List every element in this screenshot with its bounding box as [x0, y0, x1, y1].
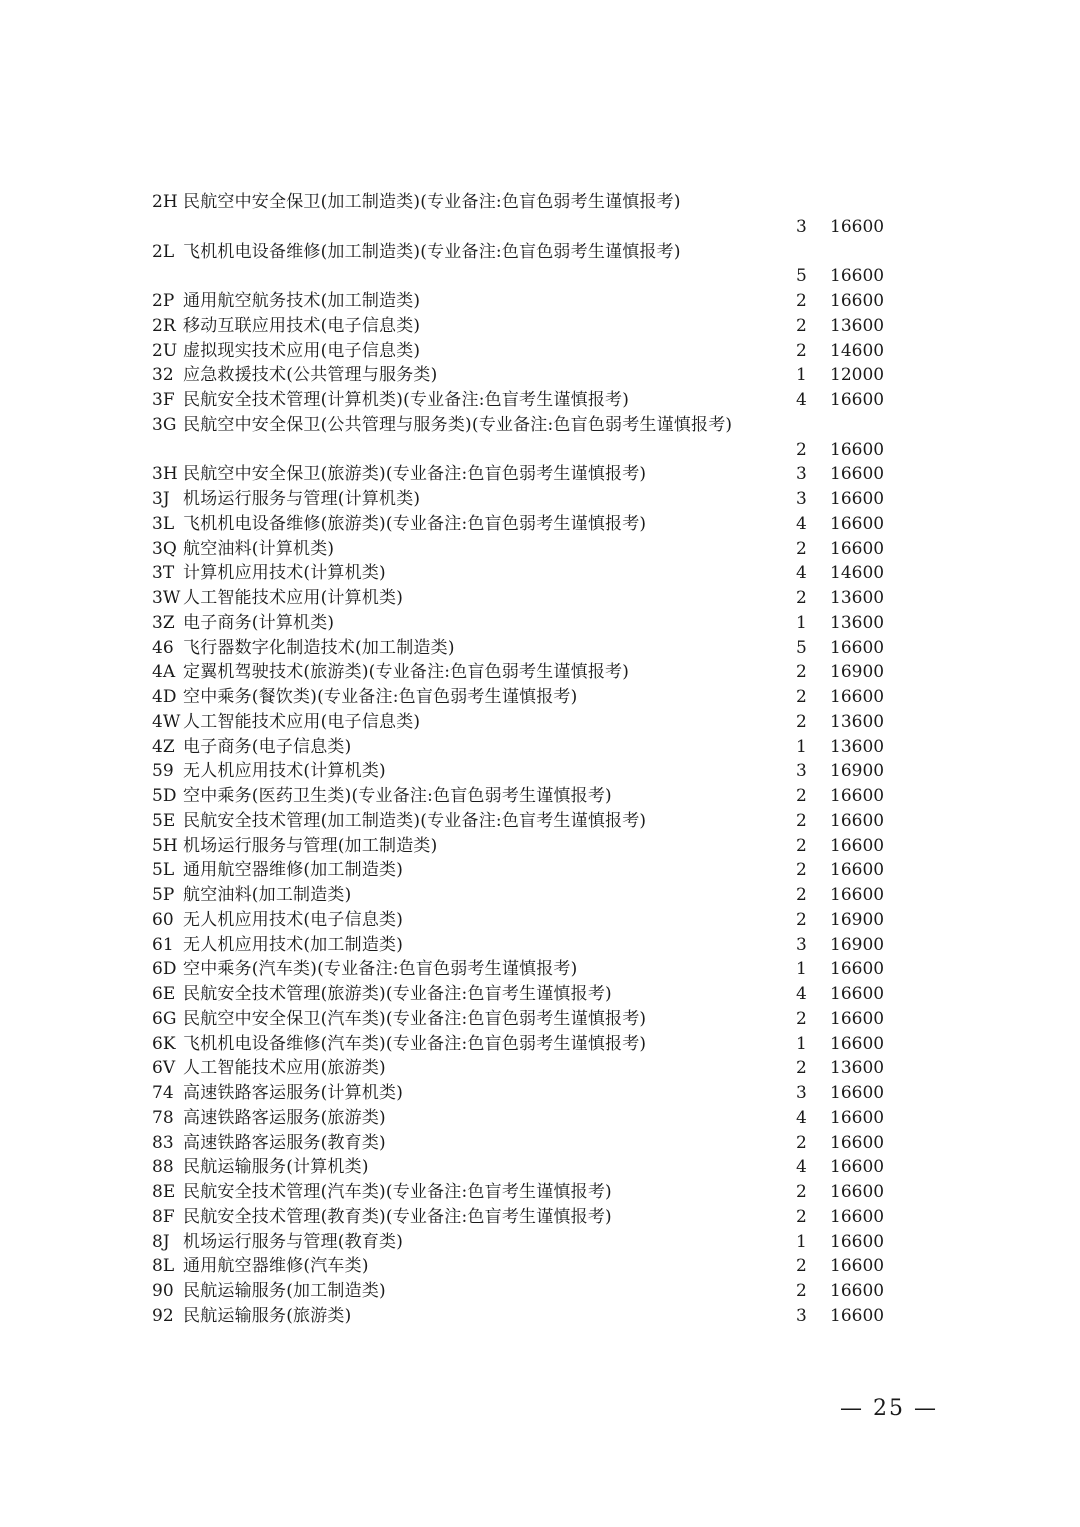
table-row [0, 1081, 1080, 1106]
major-name: 人工智能技术应用(计算机类) [183, 588, 404, 608]
table-row [0, 1056, 1080, 1081]
plan-count: 4 [796, 513, 807, 534]
plan-count: 2 [796, 439, 807, 460]
plan-count: 5 [796, 637, 807, 658]
table-row [0, 611, 1080, 636]
plan-count: 2 [796, 538, 807, 559]
table-row [0, 1304, 1080, 1329]
table-row [0, 809, 1080, 834]
tuition-fee: 16600 [830, 1107, 885, 1128]
major-code: 5H [152, 835, 178, 856]
major-code: 59 [152, 761, 174, 782]
tuition-fee: 13600 [830, 612, 885, 633]
table-row [0, 487, 1080, 512]
major-name: 无人机应用技术(计算机类) [183, 761, 386, 782]
plan-count: 2 [796, 786, 807, 806]
major-name: 通用航空器维修(加工制造类) [183, 860, 404, 881]
major-code: 74 [152, 1083, 174, 1103]
table-row [0, 883, 1080, 908]
plan-count: 3 [796, 1083, 807, 1103]
major-name: 机场运行服务与管理(计算机类) [183, 489, 421, 509]
table-row [0, 537, 1080, 562]
major-name: 飞机机电设备维修(旅游类)(专业备注:色盲色弱考生谨慎报考) [183, 513, 647, 534]
tuition-fee: 16600 [830, 1157, 885, 1178]
table-row [0, 784, 1080, 809]
plan-count: 2 [796, 835, 807, 856]
table-row [0, 240, 1080, 290]
major-code: 3H [152, 464, 178, 485]
major-code: 6D [152, 959, 177, 980]
major-code: 3Q [152, 538, 177, 559]
tuition-fee: 16900 [830, 934, 885, 955]
major-code: 3J [152, 489, 170, 509]
plan-count: 2 [796, 711, 807, 732]
page-number: — 25 — [840, 1396, 938, 1421]
table-row [0, 1180, 1080, 1205]
major-code: 6E [152, 984, 176, 1004]
plan-count: 3 [796, 464, 807, 485]
major-code: 2H [152, 192, 178, 212]
major-name: 民航安全技术管理(旅游类)(专业备注:色盲考生谨慎报考) [183, 984, 612, 1004]
plan-count: 5 [796, 266, 807, 287]
tuition-fee: 16900 [830, 909, 885, 930]
tuition-fee: 16900 [830, 662, 885, 683]
plan-count: 2 [796, 1008, 807, 1029]
table-row [0, 1032, 1080, 1057]
plan-count: 2 [796, 588, 807, 608]
major-name: 高速铁路客运服务(计算机类) [183, 1083, 404, 1103]
plan-count: 3 [796, 1305, 807, 1326]
tuition-fee: 13600 [830, 711, 885, 732]
major-code: 78 [152, 1107, 174, 1128]
plan-count: 1 [796, 365, 807, 386]
major-code: 8F [152, 1206, 175, 1227]
plan-count: 2 [796, 662, 807, 683]
table-row [0, 759, 1080, 784]
tuition-fee: 16600 [830, 1083, 885, 1103]
table-row [0, 339, 1080, 364]
major-code: 3L [152, 513, 175, 534]
tuition-fee: 16900 [830, 761, 885, 782]
tuition-fee: 16600 [830, 266, 885, 287]
tuition-fee: 14600 [830, 340, 885, 361]
tuition-fee: 16600 [830, 390, 885, 410]
tuition-fee: 16600 [830, 1256, 885, 1277]
major-code: 2P [152, 291, 175, 311]
major-name: 民航空中安全保卫(汽车类)(专业备注:色盲色弱考生谨慎报考) [183, 1008, 647, 1029]
major-name: 民航空中安全保卫(旅游类)(专业备注:色盲色弱考生谨慎报考) [183, 464, 647, 485]
table-row [0, 1131, 1080, 1156]
plan-count: 3 [796, 216, 807, 237]
tuition-fee: 16600 [830, 984, 885, 1004]
tuition-fee: 16600 [830, 687, 885, 707]
plan-count: 1 [796, 959, 807, 980]
plan-count: 2 [796, 909, 807, 930]
major-code: 3Z [152, 612, 175, 633]
major-name: 计算机应用技术(计算机类) [183, 563, 386, 584]
tuition-fee: 13600 [830, 588, 885, 608]
plan-count: 4 [796, 390, 807, 410]
tuition-fee: 16600 [830, 835, 885, 856]
plan-count: 2 [796, 1281, 807, 1301]
tuition-fee: 16600 [830, 291, 885, 311]
major-code: 3T [152, 563, 175, 584]
tuition-fee: 16600 [830, 959, 885, 980]
tuition-fee: 16600 [830, 1231, 885, 1252]
table-row [0, 685, 1080, 710]
table-row [0, 710, 1080, 735]
tuition-fee: 16600 [830, 860, 885, 881]
plan-count: 4 [796, 563, 807, 584]
plan-count: 2 [796, 1256, 807, 1277]
plan-count: 2 [796, 1058, 807, 1079]
tuition-fee: 16600 [830, 489, 885, 509]
major-name: 民航空中安全保卫(加工制造类)(专业备注:色盲色弱考生谨慎报考) [183, 192, 681, 212]
tuition-fee: 16600 [830, 439, 885, 460]
plan-count: 1 [796, 1231, 807, 1252]
table-row [0, 933, 1080, 958]
tuition-fee: 12000 [830, 365, 885, 386]
major-name: 机场运行服务与管理(加工制造类) [183, 835, 438, 856]
plan-count: 1 [796, 1033, 807, 1054]
major-name: 电子商务(电子信息类) [183, 736, 352, 757]
major-code: 3F [152, 390, 175, 410]
major-code: 46 [152, 637, 174, 658]
major-code: 4D [152, 687, 177, 707]
major-code: 8E [152, 1182, 176, 1202]
major-name: 高速铁路客运服务(教育类) [183, 1132, 386, 1153]
major-name: 高速铁路客运服务(旅游类) [183, 1107, 386, 1128]
table-row [0, 1279, 1080, 1304]
major-code: 6K [152, 1033, 176, 1054]
plan-count: 1 [796, 612, 807, 633]
major-code: 60 [152, 909, 174, 930]
plan-count: 4 [796, 1107, 807, 1128]
plan-count: 2 [796, 1132, 807, 1153]
major-name: 民航运输服务(加工制造类) [183, 1281, 386, 1301]
plan-count: 2 [796, 1206, 807, 1227]
major-name: 飞机机电设备维修(汽车类)(专业备注:色盲色弱考生谨慎报考) [183, 1033, 647, 1054]
major-code: 2L [152, 241, 175, 262]
tuition-fee: 16600 [830, 1182, 885, 1202]
tuition-fee: 16600 [830, 538, 885, 559]
major-name: 移动互联应用技术(电子信息类) [183, 315, 421, 336]
table-row [0, 1155, 1080, 1180]
major-name: 人工智能技术应用(旅游类) [183, 1058, 386, 1079]
major-code: 5P [152, 885, 175, 905]
major-name: 民航空中安全保卫(公共管理与服务类)(专业备注:色盲色弱考生谨慎报考) [183, 414, 733, 435]
table-row [0, 190, 1080, 240]
major-name: 虚拟现实技术应用(电子信息类) [183, 340, 421, 361]
plan-count: 2 [796, 885, 807, 905]
major-name: 民航安全技术管理(加工制造类)(专业备注:色盲考生谨慎报考) [183, 810, 647, 831]
tuition-fee: 16600 [830, 1008, 885, 1029]
major-code: 6V [152, 1058, 176, 1079]
tuition-fee: 16600 [830, 1281, 885, 1301]
major-code: 61 [152, 934, 174, 955]
table-row [0, 908, 1080, 933]
table-row [0, 1230, 1080, 1255]
plan-count: 2 [796, 1182, 807, 1202]
major-code: 88 [152, 1157, 174, 1178]
major-code: 5L [152, 860, 175, 881]
major-code: 5D [152, 786, 177, 806]
tuition-fee: 16600 [830, 637, 885, 658]
table-row [0, 858, 1080, 883]
tuition-fee: 16600 [830, 1206, 885, 1227]
plan-count: 4 [796, 984, 807, 1004]
tuition-fee: 13600 [830, 736, 885, 757]
tuition-fee: 16600 [830, 513, 885, 534]
table-row [0, 561, 1080, 586]
plan-count: 4 [796, 1157, 807, 1178]
plan-count: 2 [796, 687, 807, 707]
table-row [0, 1254, 1080, 1279]
table-row [0, 388, 1080, 413]
tuition-fee: 16600 [830, 810, 885, 831]
major-code: 92 [152, 1305, 174, 1326]
tuition-fee: 14600 [830, 563, 885, 584]
major-name: 航空油料(计算机类) [183, 538, 335, 559]
table-row [0, 660, 1080, 685]
major-name: 无人机应用技术(电子信息类) [183, 909, 404, 930]
plan-count: 2 [796, 810, 807, 831]
major-name: 航空油料(加工制造类) [183, 885, 352, 905]
table-row [0, 462, 1080, 487]
table-row [0, 982, 1080, 1007]
plan-count: 3 [796, 761, 807, 782]
plan-count: 2 [796, 315, 807, 336]
major-name: 电子商务(计算机类) [183, 612, 335, 633]
table-row [0, 834, 1080, 859]
table-row [0, 512, 1080, 537]
major-name: 民航安全技术管理(教育类)(专业备注:色盲考生谨慎报考) [183, 1206, 612, 1227]
major-name: 民航安全技术管理(计算机类)(专业备注:色盲考生谨慎报考) [183, 390, 630, 410]
major-code: 8J [152, 1231, 170, 1252]
table-row [0, 413, 1080, 463]
major-name: 应急救援技术(公共管理与服务类) [183, 365, 438, 386]
major-code: 32 [152, 365, 174, 386]
table-row [0, 1007, 1080, 1032]
plan-count: 2 [796, 291, 807, 311]
table-row [0, 363, 1080, 388]
major-name: 民航运输服务(旅游类) [183, 1305, 352, 1326]
tuition-fee: 16600 [830, 1132, 885, 1153]
major-code: 5E [152, 810, 176, 831]
tuition-fee: 16600 [830, 786, 885, 806]
major-name: 无人机应用技术(加工制造类) [183, 934, 404, 955]
plan-count: 3 [796, 489, 807, 509]
major-name: 民航安全技术管理(汽车类)(专业备注:色盲考生谨慎报考) [183, 1182, 612, 1202]
tuition-fee: 16600 [830, 1033, 885, 1054]
table-row [0, 1106, 1080, 1131]
tuition-fee: 13600 [830, 315, 885, 336]
major-name: 定翼机驾驶技术(旅游类)(专业备注:色盲色弱考生谨慎报考) [183, 662, 630, 683]
major-name: 机场运行服务与管理(教育类) [183, 1231, 404, 1252]
plan-count: 3 [796, 934, 807, 955]
table-row [0, 735, 1080, 760]
major-code: 2U [152, 340, 178, 361]
tuition-fee: 16600 [830, 464, 885, 485]
tuition-fee: 13600 [830, 1058, 885, 1079]
table-row [0, 1205, 1080, 1230]
major-name: 飞行器数字化制造技术(加工制造类) [183, 637, 455, 658]
major-name: 空中乘务(汽车类)(专业备注:色盲色弱考生谨慎报考) [183, 959, 578, 980]
major-code: 3W [152, 588, 181, 608]
major-code: 6G [152, 1008, 177, 1029]
table-row [0, 957, 1080, 982]
plan-count: 2 [796, 860, 807, 881]
major-code: 4Z [152, 736, 175, 757]
tuition-fee: 16600 [830, 216, 885, 237]
table-row [0, 636, 1080, 661]
major-code: 4A [152, 662, 176, 683]
major-code: 2R [152, 315, 176, 336]
tuition-fee: 16600 [830, 1305, 885, 1326]
major-code: 8L [152, 1256, 175, 1277]
major-name: 通用航空器维修(汽车类) [183, 1256, 369, 1277]
major-code: 4W [152, 711, 181, 732]
major-name: 空中乘务(医药卫生类)(专业备注:色盲色弱考生谨慎报考) [183, 786, 612, 806]
major-name: 飞机机电设备维修(加工制造类)(专业备注:色盲色弱考生谨慎报考) [183, 241, 681, 262]
major-code: 3G [152, 414, 177, 435]
major-name: 空中乘务(餐饮类)(专业备注:色盲色弱考生谨慎报考) [183, 687, 578, 707]
table-row [0, 586, 1080, 611]
major-name: 通用航空航务技术(加工制造类) [183, 291, 421, 311]
table-row [0, 314, 1080, 339]
plan-count: 2 [796, 340, 807, 361]
plan-count: 1 [796, 736, 807, 757]
major-name: 民航运输服务(计算机类) [183, 1157, 369, 1178]
major-code: 83 [152, 1132, 174, 1153]
major-name: 人工智能技术应用(电子信息类) [183, 711, 421, 732]
major-code: 90 [152, 1281, 174, 1301]
table-row [0, 289, 1080, 314]
enrollment-table [0, 190, 1080, 1329]
tuition-fee: 16600 [830, 885, 885, 905]
